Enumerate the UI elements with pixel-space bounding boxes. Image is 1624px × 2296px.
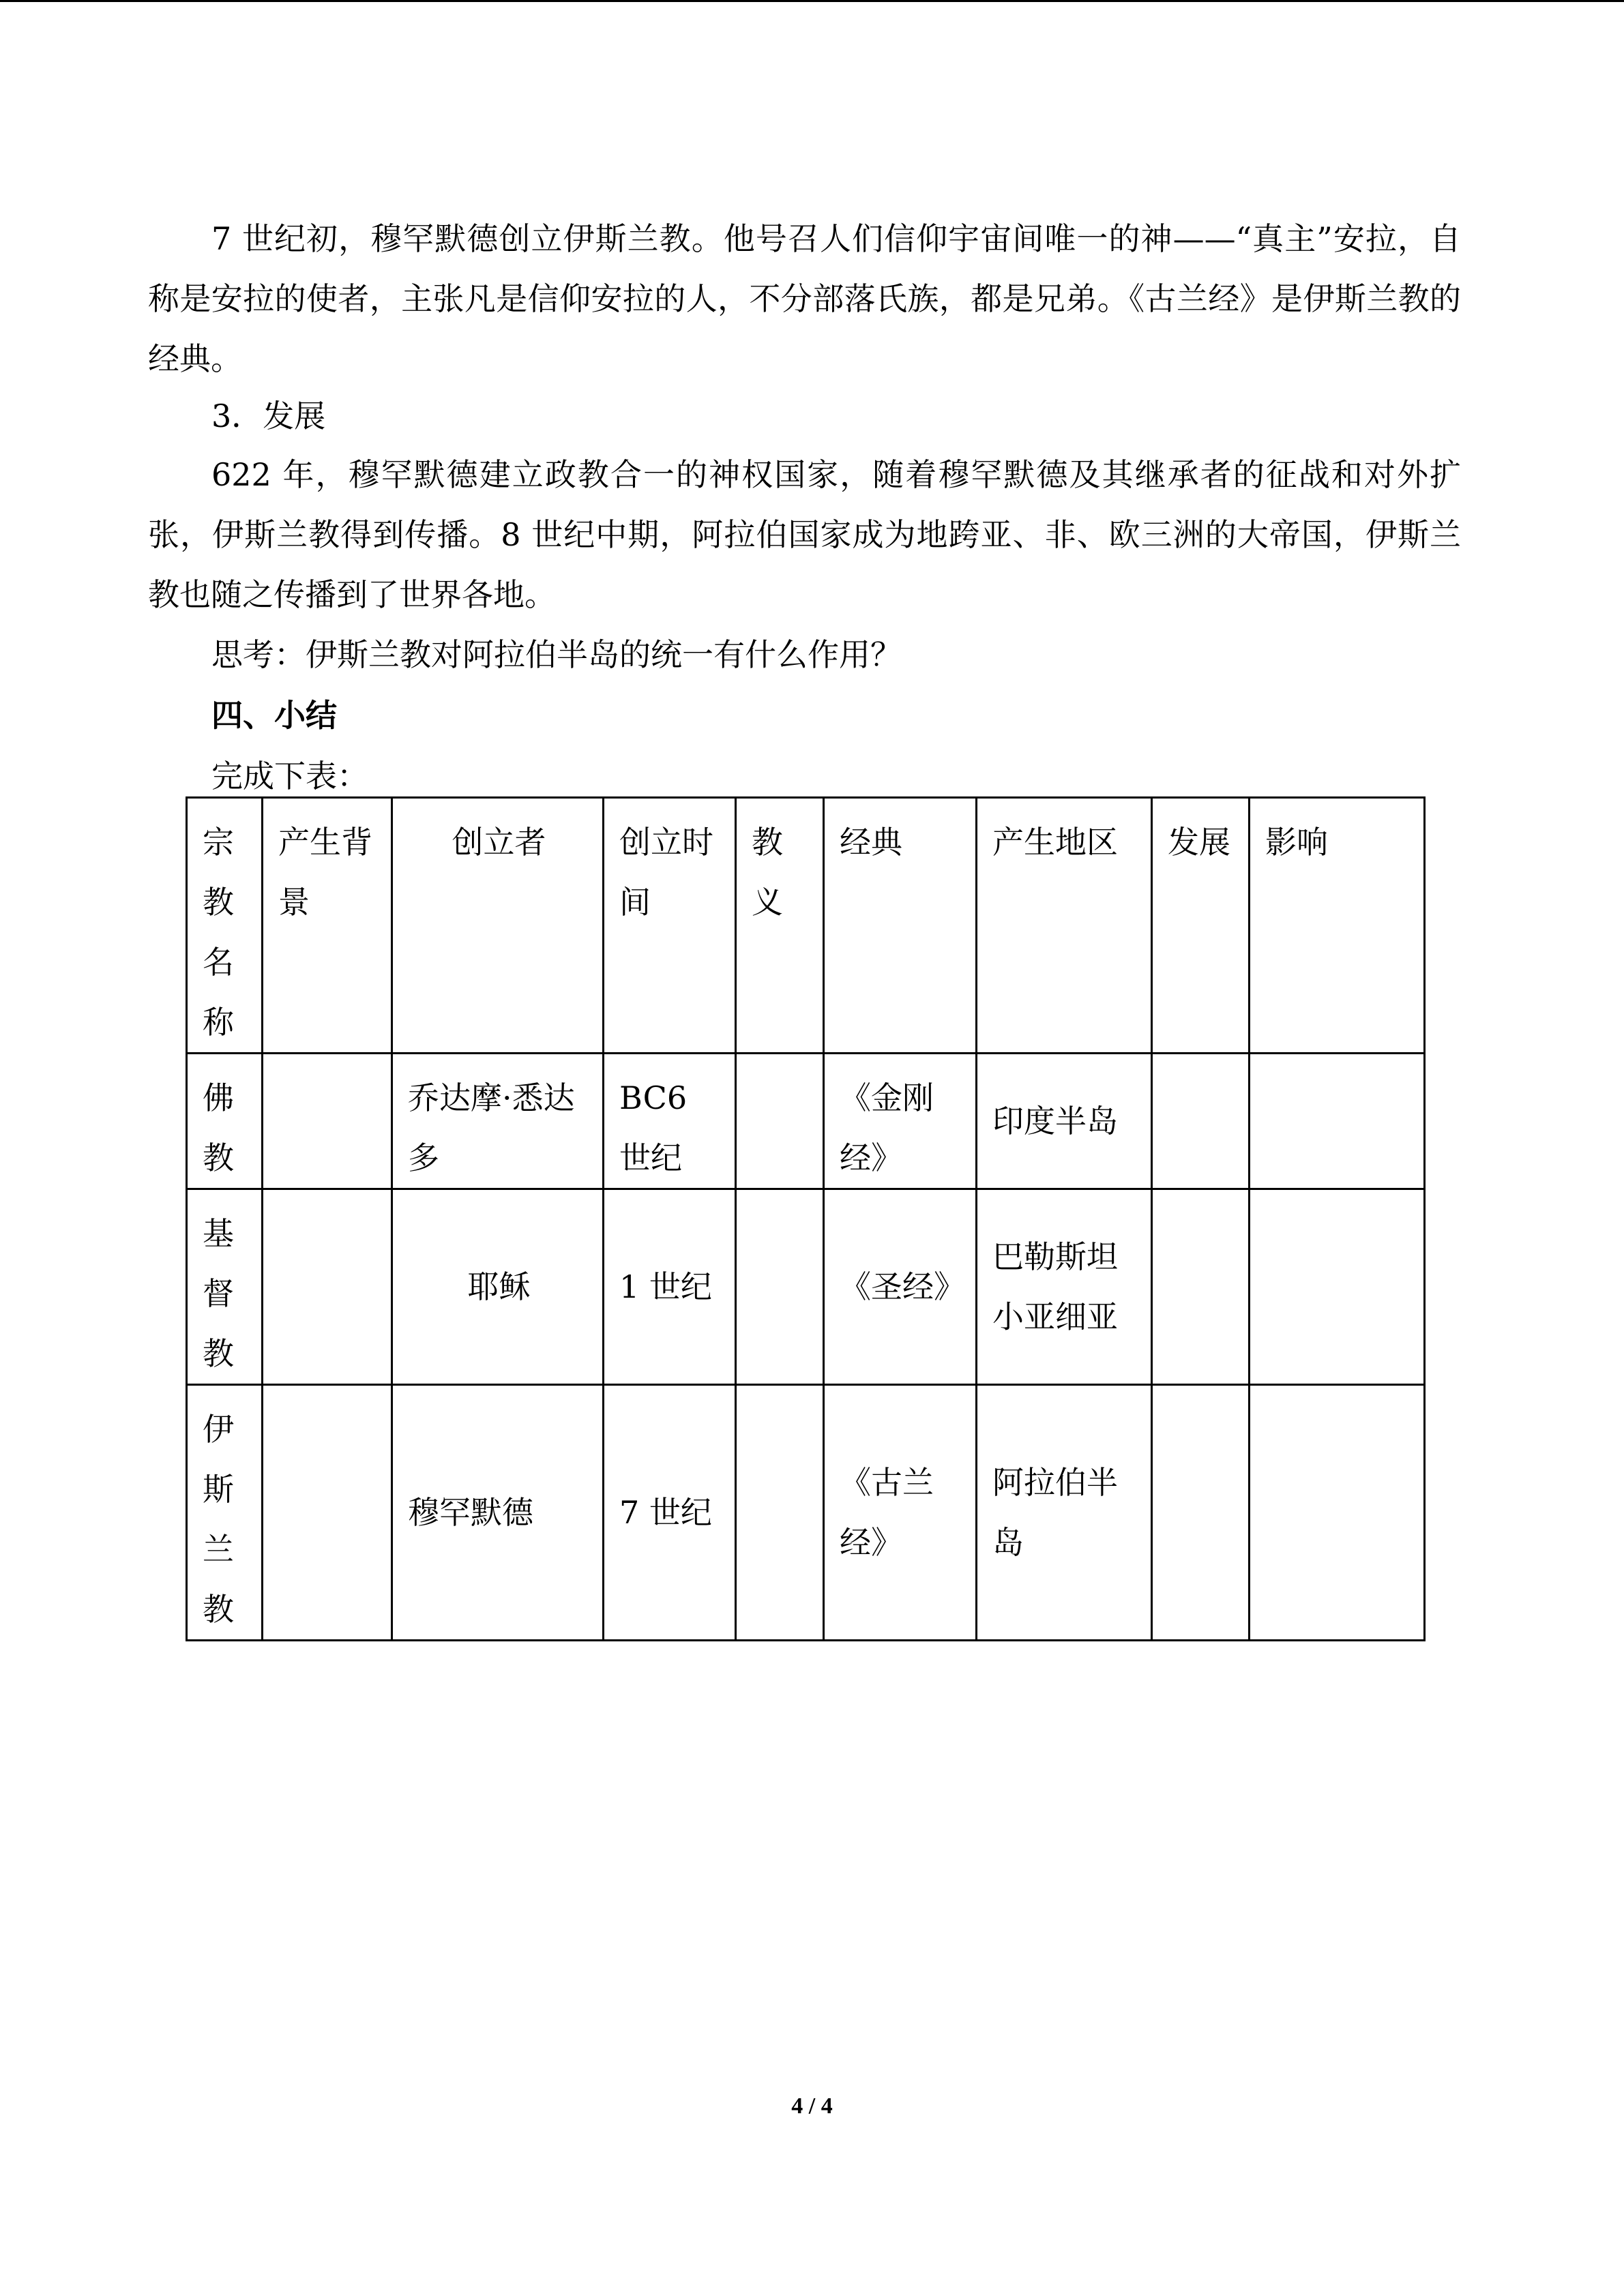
table-row bbox=[187, 1054, 1425, 1189]
cell-founder: 穆罕默德 bbox=[392, 1385, 604, 1641]
cell-background bbox=[263, 1189, 392, 1385]
header-development: 发展 bbox=[1152, 798, 1250, 1054]
cell-name: 基督教 bbox=[187, 1189, 263, 1385]
cell-background bbox=[263, 1054, 392, 1189]
cell-development bbox=[1152, 1385, 1250, 1641]
cell-background bbox=[263, 1385, 392, 1641]
header-time: 创立时间 bbox=[604, 798, 736, 1054]
cell-region: 阿拉伯半岛 bbox=[977, 1385, 1152, 1641]
cell-development bbox=[1152, 1189, 1250, 1385]
header-region: 产生地区 bbox=[977, 798, 1152, 1054]
religion-summary-table bbox=[186, 796, 1426, 1641]
cell-influence bbox=[1250, 1054, 1425, 1189]
cell-region: 印度半岛 bbox=[977, 1054, 1152, 1189]
cell-time: 1 世纪 bbox=[604, 1189, 736, 1385]
cell-classic: 《金刚经》 bbox=[824, 1054, 977, 1189]
cell-doctrine bbox=[736, 1385, 824, 1641]
section-3-title: 3．发展 bbox=[211, 398, 326, 434]
header-religion-name: 宗教名称 bbox=[187, 798, 263, 1054]
cell-time: BC6 世纪 bbox=[604, 1054, 736, 1189]
table-header-row bbox=[187, 798, 1425, 1054]
table-instruction: 完成下表： bbox=[211, 758, 368, 794]
paragraph-islam-founding: 7 世纪初，穆罕默德创立伊斯兰教。他号召人们信仰宇宙间唯一的神——“真主”安拉，自称是安拉的使者，主张凡是信仰安拉的人，不分部落氏族，都是兄弟。《古兰经》是伊斯兰教的经典。 bbox=[148, 220, 1461, 377]
header-classic: 经典 bbox=[824, 798, 977, 1054]
cell-time: 7 世纪 bbox=[604, 1385, 736, 1641]
question-text: 思考：伊斯兰教对阿拉伯半岛的统一有什么作用？ bbox=[211, 636, 902, 673]
cell-development bbox=[1152, 1054, 1250, 1189]
header-background: 产生背景 bbox=[263, 798, 392, 1054]
header-influence: 影响 bbox=[1250, 798, 1425, 1054]
header-founder: 创立者 bbox=[392, 798, 604, 1054]
top-border-line bbox=[0, 0, 1624, 2]
cell-founder: 耶稣 bbox=[392, 1189, 604, 1385]
cell-classic: 《圣经》 bbox=[824, 1189, 977, 1385]
cell-influence bbox=[1250, 1385, 1425, 1641]
cell-region: 巴勒斯坦小亚细亚 bbox=[977, 1189, 1152, 1385]
cell-name: 伊斯兰教 bbox=[187, 1385, 263, 1641]
cell-doctrine bbox=[736, 1189, 824, 1385]
cell-doctrine bbox=[736, 1054, 824, 1189]
section-4-heading: 四、小结 bbox=[211, 697, 337, 734]
cell-founder: 乔达摩·悉达多 bbox=[392, 1054, 604, 1189]
page-number: 4 / 4 bbox=[791, 2093, 833, 2119]
paragraph-islam-development: 622 年，穆罕默德建立政教合一的神权国家，随着穆罕默德及其继承者的征战和对外扩张，伊斯兰教得到传播。8 世纪中期，阿拉伯国家成为地跨亚、非、欧三洲的大帝国，伊斯兰教也随之传播到了世界各地。 bbox=[148, 456, 1461, 613]
table-row bbox=[187, 1385, 1425, 1641]
table-row bbox=[187, 1189, 1425, 1385]
cell-classic: 《古兰经》 bbox=[824, 1385, 977, 1641]
header-doctrine: 教义 bbox=[736, 798, 824, 1054]
cell-name: 佛教 bbox=[187, 1054, 263, 1189]
cell-influence bbox=[1250, 1189, 1425, 1385]
